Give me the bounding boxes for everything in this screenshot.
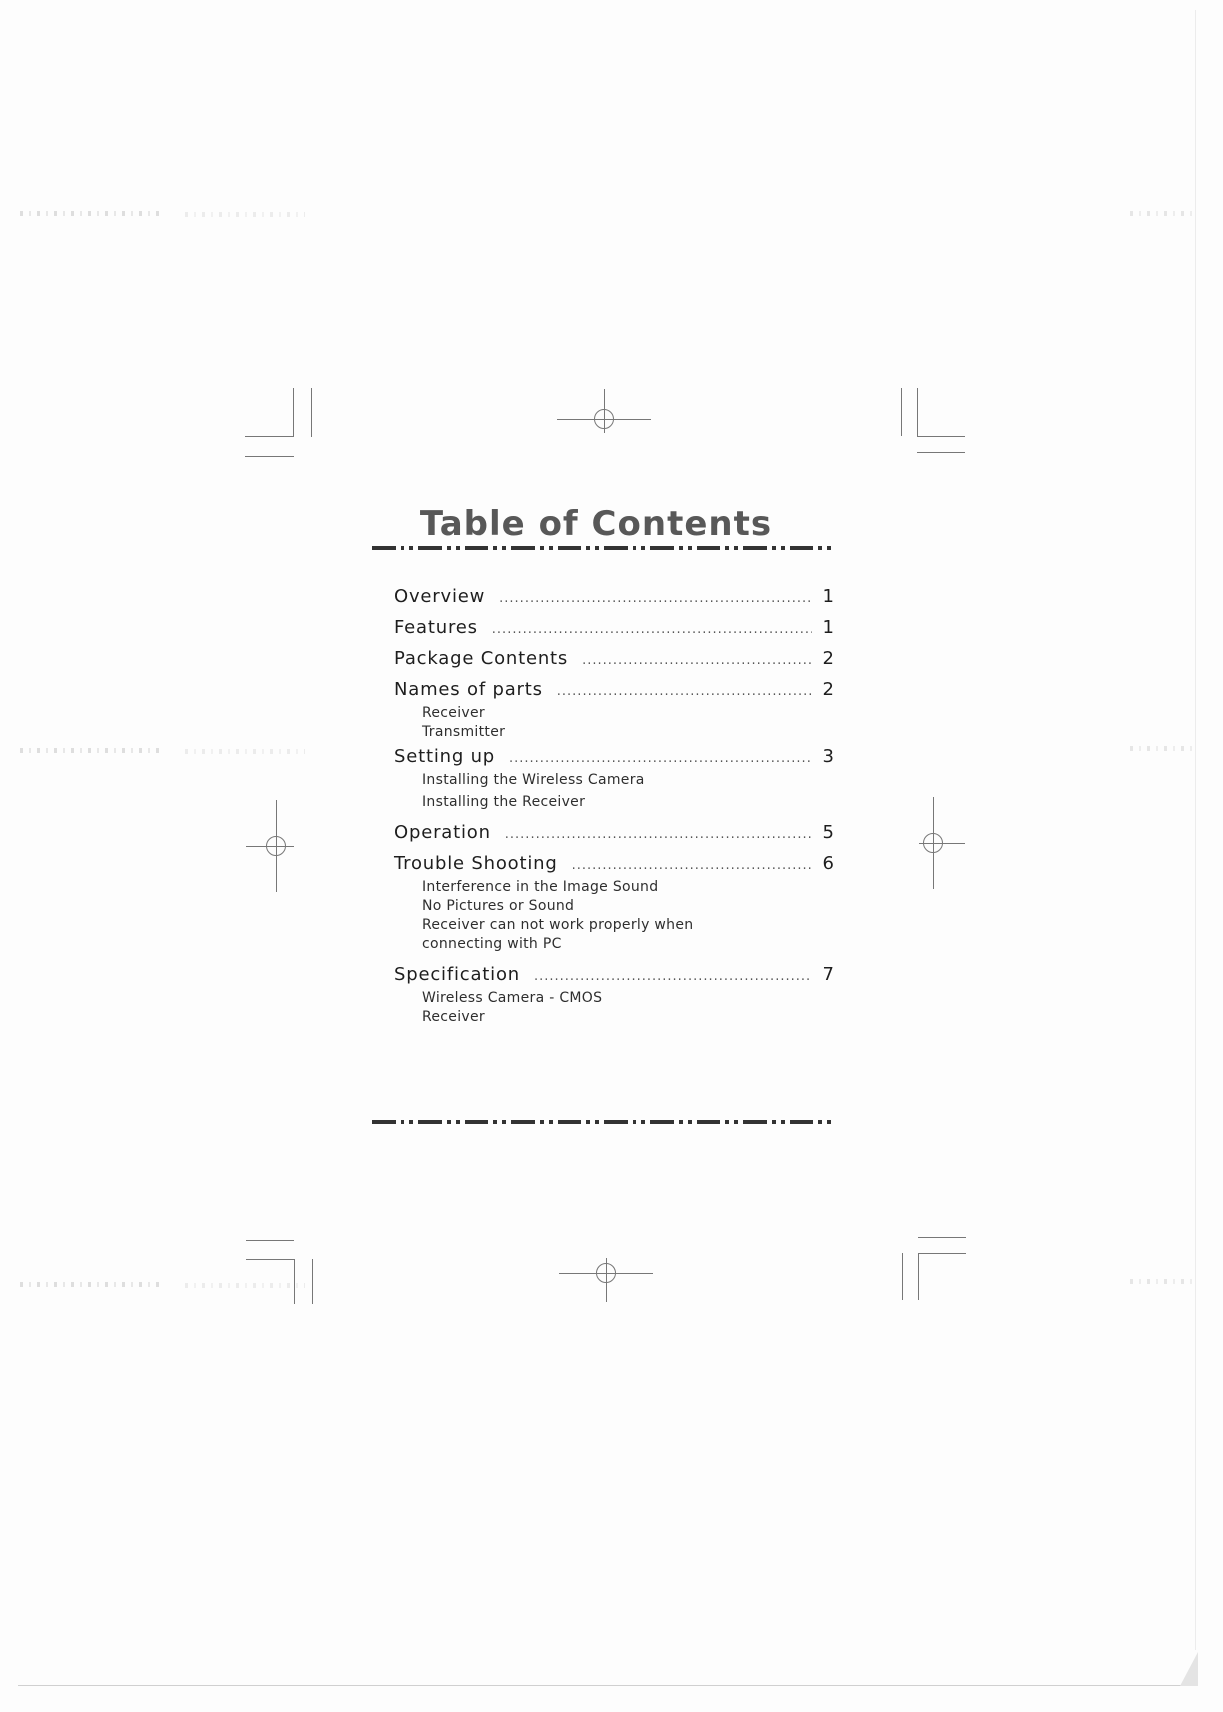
toc-entry-names-of-parts[interactable] [394, 679, 834, 742]
toc-subitem: Receiver [422, 705, 485, 721]
toc-entry-label: Setting up [394, 746, 496, 767]
toc-entry-label: Names of parts [394, 679, 543, 700]
crop-mark [312, 1259, 313, 1304]
toc-entry-operation[interactable] [394, 822, 834, 849]
toc-entry-label: Features [394, 617, 478, 638]
toc-page-number: 2 [822, 648, 834, 669]
toc-subitem: connecting with PC [422, 936, 562, 952]
toc-entry-label: Package Contents [394, 648, 569, 669]
registration-circle [596, 1263, 616, 1283]
scan-noise [1130, 211, 1195, 216]
toc-subitem: Receiver [422, 1009, 485, 1025]
dot-leader [557, 684, 812, 699]
scan-noise [20, 1282, 160, 1287]
toc-entry-label: Overview [394, 586, 486, 607]
dot-leader [534, 969, 812, 984]
toc-entry-trouble-shooting[interactable] [394, 853, 834, 954]
title-divider-top [372, 546, 836, 550]
toc-entry-package-contents[interactable] [394, 648, 834, 675]
toc-page-number: 1 [822, 586, 834, 607]
toc-subitem: Wireless Camera - CMOS [422, 990, 603, 1006]
crop-mark [294, 1259, 295, 1304]
crop-mark [245, 436, 294, 437]
crop-mark [311, 388, 312, 437]
toc-page-number: 2 [822, 679, 834, 700]
scan-noise [20, 211, 160, 216]
scan-noise [1130, 746, 1195, 751]
table-of-contents [394, 586, 834, 1031]
registration-circle [266, 836, 286, 856]
crop-mark [246, 1240, 294, 1241]
toc-entry-overview[interactable] [394, 586, 834, 613]
toc-subitem: Interference in the Image Sound [422, 879, 659, 895]
toc-entry-label: Operation [394, 822, 491, 843]
page-title: Table of Contents [419, 504, 773, 544]
dot-leader [582, 653, 812, 668]
crop-mark [917, 388, 918, 436]
page-corner-fold [1180, 1652, 1198, 1686]
crop-mark [902, 1253, 903, 1300]
registration-circle [594, 409, 614, 429]
toc-entry-label: Trouble Shooting [394, 853, 558, 874]
dot-leader [572, 858, 812, 873]
registration-circle [923, 833, 943, 853]
toc-page-number: 5 [822, 822, 834, 843]
dot-leader [492, 622, 812, 637]
crop-mark [901, 388, 902, 436]
toc-subitem: Transmitter [422, 724, 506, 740]
scan-noise [20, 748, 160, 753]
scan-noise [1130, 1279, 1195, 1284]
scan-noise [185, 749, 305, 754]
crop-mark [246, 1259, 294, 1260]
crop-mark [918, 1237, 966, 1238]
page-edge-bottom [18, 1685, 1188, 1686]
toc-page-number: 7 [822, 964, 834, 985]
dot-leader [505, 827, 812, 842]
toc-page-number: 1 [822, 617, 834, 638]
toc-entry-label: Specification [394, 964, 520, 985]
toc-subitem: Installing the Wireless Camera [422, 772, 645, 788]
toc-page-number: 6 [822, 853, 834, 874]
toc-page-number: 3 [822, 746, 834, 767]
toc-entry-setting-up[interactable] [394, 746, 834, 812]
dot-leader [499, 591, 812, 606]
dot-leader [509, 751, 812, 766]
crop-mark [917, 436, 965, 437]
crop-mark [293, 388, 294, 437]
crop-mark [918, 1253, 966, 1254]
crop-mark [245, 456, 294, 457]
page-edge-right [1195, 10, 1196, 1650]
divider-bottom [372, 1120, 836, 1124]
toc-subitem: Receiver can not work properly when [422, 917, 694, 933]
crop-mark [918, 1253, 919, 1300]
toc-entry-specification[interactable] [394, 964, 834, 1027]
toc-subitem: No Pictures or Sound [422, 898, 575, 914]
toc-entry-features[interactable] [394, 617, 834, 644]
toc-subitem: Installing the Receiver [422, 794, 586, 810]
scan-noise [185, 212, 305, 217]
crop-mark [917, 452, 965, 453]
scan-noise [185, 1283, 305, 1288]
